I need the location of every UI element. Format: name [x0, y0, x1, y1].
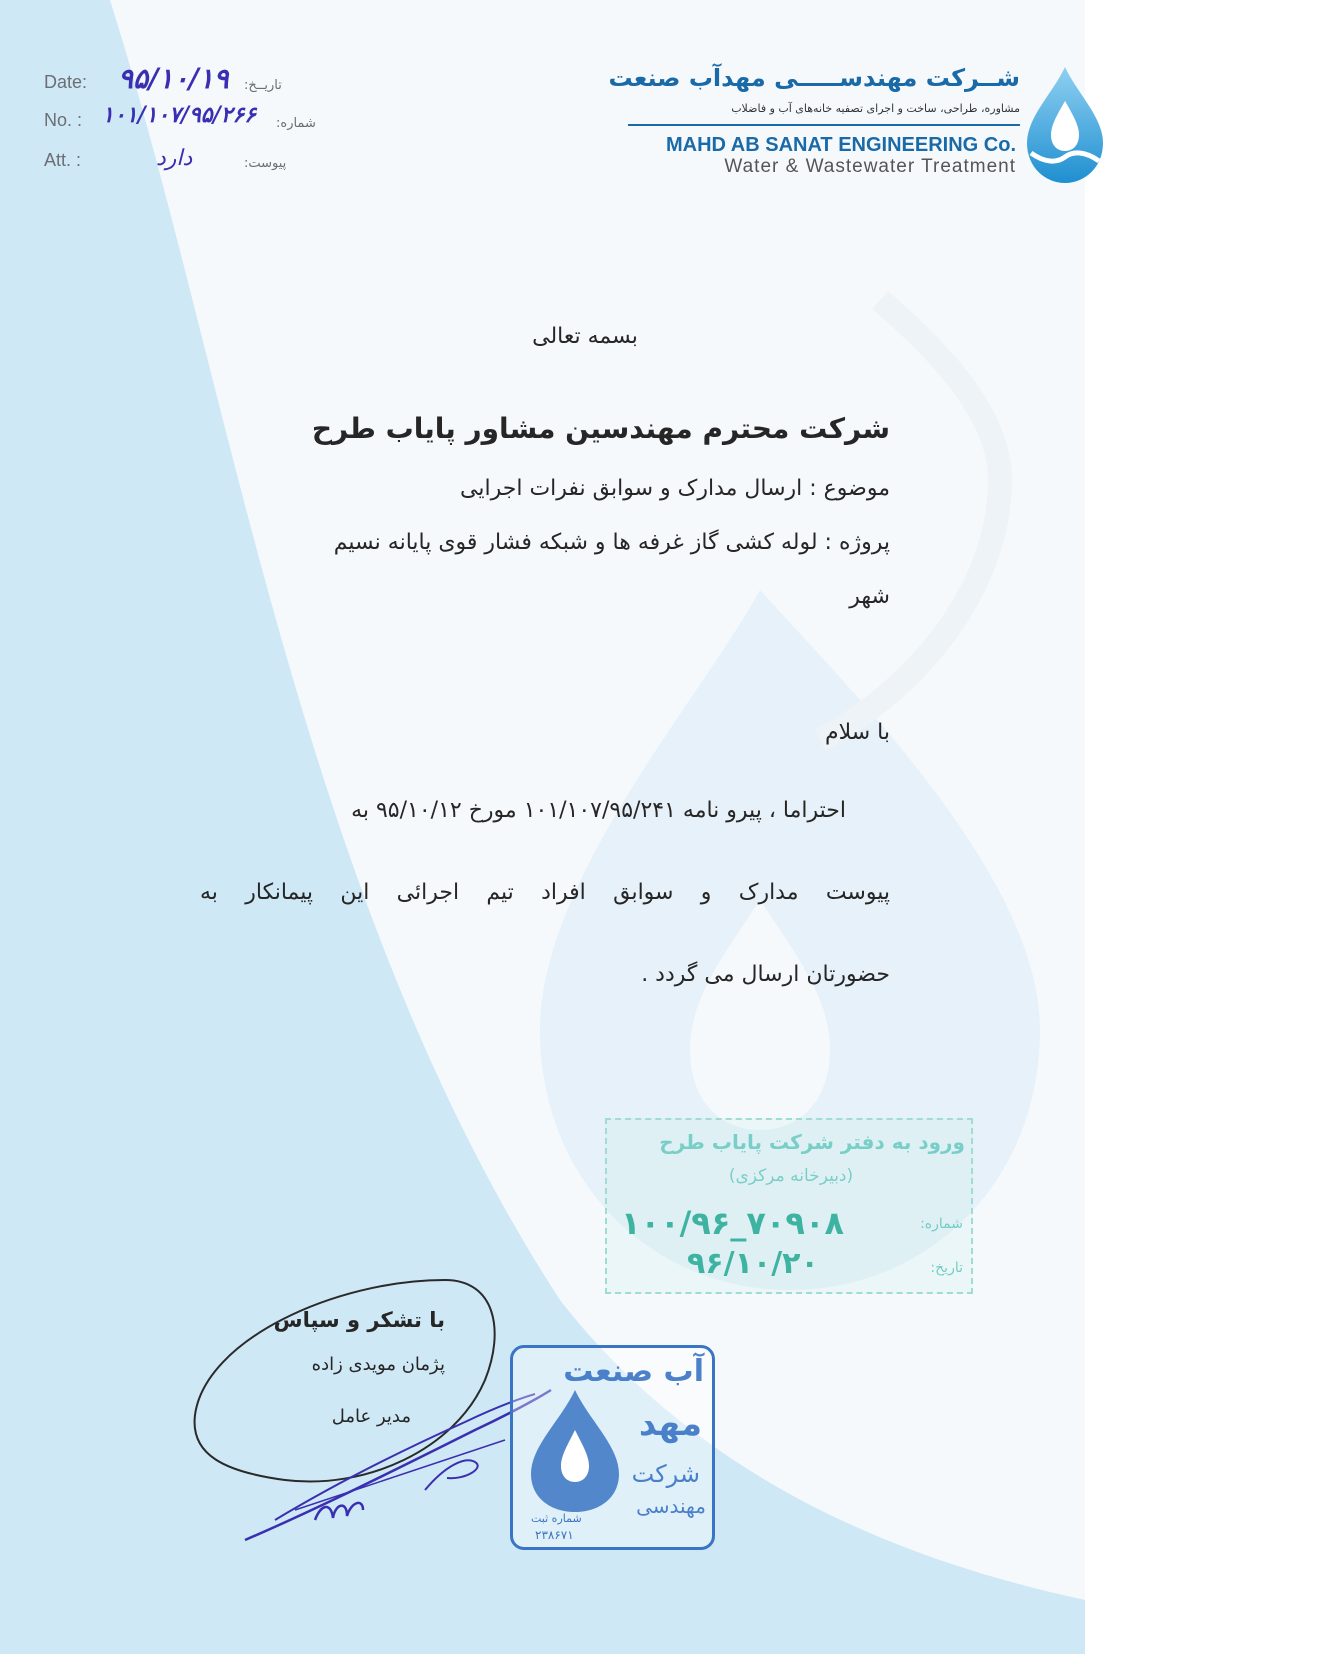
seal-line4: مهندسی	[636, 1494, 706, 1518]
date-label-fa: تاریــخ:	[244, 78, 282, 93]
receipt-stamp-date-label: تاریخ:	[930, 1260, 963, 1276]
seal-line2: مهد	[638, 1404, 702, 1444]
receipt-stamp-date-value: ۹۶/۱۰/۲۰	[687, 1246, 819, 1281]
attachment-label: Att. :	[44, 150, 82, 170]
project-line-2: شهر	[849, 584, 890, 609]
signature-title: مدیر عامل	[331, 1406, 411, 1427]
subject-line: موضوع : ارسال مدارک و سوابق نفرات اجرایی	[460, 476, 890, 501]
body-line-2: پیوست مدارک و سوابق افراد تیم اجرائی این پیمانکار به	[200, 880, 890, 905]
number-row	[44, 102, 324, 138]
receipt-stamp	[605, 1118, 973, 1294]
date-value: ۹۵/۱۰/۱۹	[118, 62, 229, 95]
body-line-1: احتراما ، پیرو نامه ۱۰۱/۱۰۷/۹۵/۲۴۱ مورخ ۹۵/۱۰/۱۲ به	[351, 798, 846, 823]
attachment-value: دارد	[156, 146, 193, 171]
recipient-line: شرکت محترم مهندسین مشاور پایاب طرح	[311, 412, 890, 445]
attachment-row	[44, 148, 324, 178]
receipt-stamp-number-label: شماره:	[920, 1216, 963, 1232]
signature-closing: با تشکر و سپاس	[273, 1308, 445, 1332]
invocation: بسمه تعالی	[532, 324, 638, 349]
seal-line3: شرکت	[631, 1460, 700, 1488]
receipt-stamp-line1: ورود به دفتر شرکت پایاب طرح	[659, 1130, 965, 1154]
date-row	[44, 62, 324, 98]
signature-block	[185, 1240, 505, 1560]
attachment-label-fa: پیوست:	[244, 156, 287, 171]
company-name-fa: شــرکت مهندســـــی مهدآب صنعت	[608, 64, 1020, 92]
header-meta	[44, 62, 324, 182]
receipt-stamp-number-value: ۱۰۰/۹۶_۷۰۹۰۸	[621, 1204, 844, 1242]
company-name-en: MAHD AB SANAT ENGINEERING Co.	[666, 134, 1016, 156]
seal-drop-icon	[525, 1386, 625, 1516]
seal-reg-label: شماره ثبت	[531, 1512, 582, 1525]
company-header-divider	[628, 124, 1020, 126]
company-seal	[510, 1345, 715, 1550]
handwritten-signature-icon	[235, 1370, 555, 1550]
project-line-1: پروژه : لوله کشی گاز غرفه ها و شبکه فشار قوی پایانه نسیم	[333, 530, 890, 555]
company-tagline-en: Water & Wastewater Treatment	[724, 156, 1016, 177]
date-label: Date:	[44, 72, 88, 92]
number-label: No. :	[44, 110, 83, 130]
company-logo-drop-icon	[1025, 65, 1105, 185]
company-tagline-fa: مشاوره، طراحی، ساخت و اجرای تصفیه خانه‌های آب و فاضلاب	[731, 102, 1020, 115]
number-value: ۱۰۱/۱۰۷/۹۵/۲۶۶	[102, 102, 257, 128]
greeting-line: با سلام	[824, 720, 890, 745]
signature-name: پژمان مویدی زاده	[311, 1354, 445, 1375]
seal-reg-number: ۲۳۸۶۷۱	[535, 1528, 574, 1542]
letter-body	[200, 300, 890, 1020]
company-header	[600, 62, 1020, 192]
number-label-fa: شماره:	[276, 116, 316, 131]
body-line-3: حضورتان ارسال می گردد .	[641, 962, 890, 987]
seal-line1: آب صنعت	[563, 1354, 704, 1389]
receipt-stamp-line2: (دبیرخانه مرکزی)	[728, 1166, 854, 1186]
